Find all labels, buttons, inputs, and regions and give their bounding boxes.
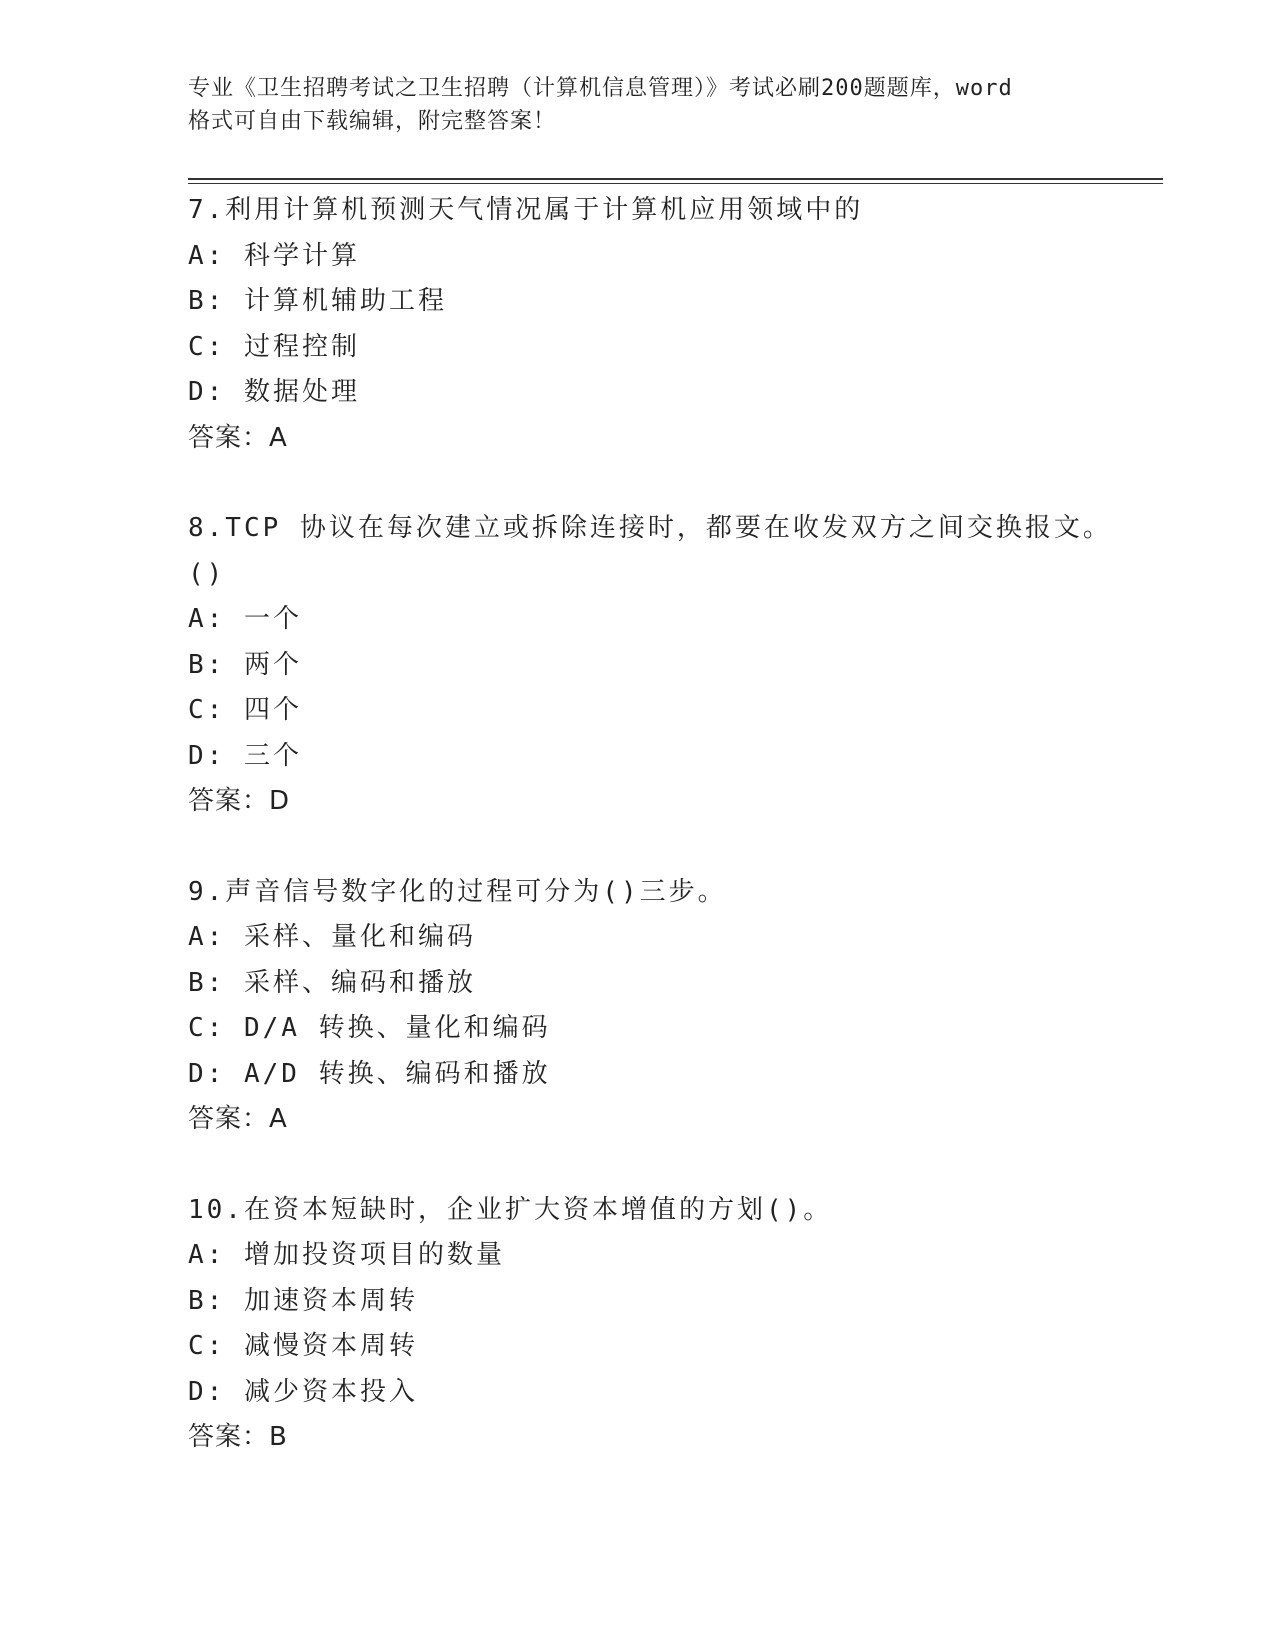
header-divider-thick xyxy=(188,178,1163,180)
answer-option: D: A/D 转换、编码和播放 xyxy=(188,1058,551,1089)
document-header xyxy=(188,72,1088,138)
question-stem: 8.TCP 协议在每次建立或拆除连接时，都要在收发双方之间交换报文。 xyxy=(188,513,1112,543)
question-list xyxy=(188,188,1148,1506)
answer-option: A: 采样、量化和编码 xyxy=(188,922,476,952)
answer-option: C: 四个 xyxy=(188,695,302,725)
answer-option: C: 过程控制 xyxy=(188,331,360,362)
answer-option: B: 两个 xyxy=(188,649,302,680)
answer-key: 答案：A xyxy=(188,422,288,453)
question-block xyxy=(188,1188,1148,1461)
question-block xyxy=(188,506,1148,825)
answer-option: D: 数据处理 xyxy=(188,377,360,407)
header-line-2: 格式可自由下载编辑，附完整答案！ xyxy=(188,109,557,134)
question-stem: () xyxy=(188,558,226,589)
question-block xyxy=(188,188,1148,461)
answer-key: 答案：D xyxy=(188,786,291,816)
answer-option: B: 加速资本周转 xyxy=(188,1285,418,1316)
question-stem: 7.利用计算机预测天气情况属于计算机应用领域中的 xyxy=(188,195,864,225)
answer-key: 答案：B xyxy=(188,1422,288,1452)
question-stem: 10.在资本短缺时，企业扩大资本增值的方划()。 xyxy=(188,1194,833,1225)
answer-option: A: 科学计算 xyxy=(188,240,360,271)
answer-option: D: 三个 xyxy=(188,740,302,771)
answer-option: C: D/A 转换、量化和编码 xyxy=(188,1013,551,1043)
header-divider-thin xyxy=(188,183,1163,184)
header-line-1: 专业《卫生招聘考试之卫生招聘（计算机信息管理）》考试必刷200题题库，word xyxy=(188,76,1013,101)
answer-option: D: 减少资本投入 xyxy=(188,1376,418,1407)
answer-option: B: 计算机辅助工程 xyxy=(188,286,447,316)
answer-key: 答案：A xyxy=(188,1104,288,1134)
answer-option: A: 增加投资项目的数量 xyxy=(188,1240,505,1270)
answer-option: A: 一个 xyxy=(188,604,302,634)
answer-option: B: 采样、编码和播放 xyxy=(188,967,476,998)
question-stem: 9.声音信号数字化的过程可分为()三步。 xyxy=(188,876,727,907)
answer-option: C: 减慢资本周转 xyxy=(188,1331,418,1361)
question-block xyxy=(188,870,1148,1143)
